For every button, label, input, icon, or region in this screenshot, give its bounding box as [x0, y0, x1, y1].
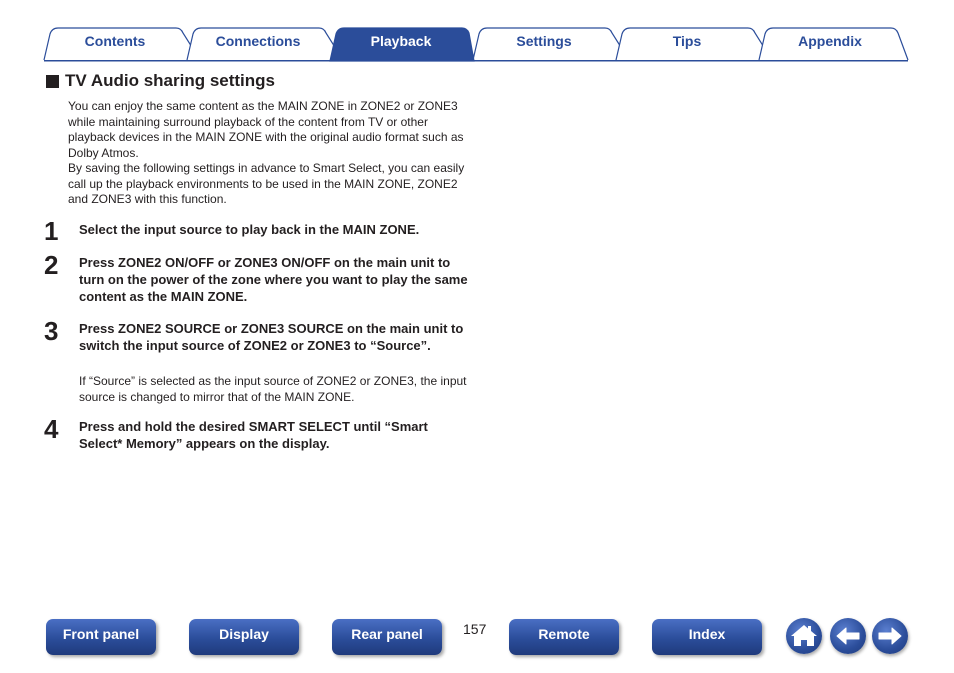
section-title: TV Audio sharing settings: [65, 71, 275, 90]
step-number-1: 1: [44, 216, 59, 246]
step-number-2: 2: [44, 250, 59, 280]
home-button[interactable]: [786, 618, 822, 654]
intro-text: [68, 99, 468, 208]
step-text-4: Press and hold the desired SMART SELECT until “Smart Select* Memory” appears on the display.: [79, 419, 428, 451]
rear-panel-button[interactable]: Rear panel: [332, 619, 442, 655]
tab-bar: [0, 0, 954, 64]
tab-contents[interactable]: Contents: [84, 33, 146, 49]
remote-button[interactable]: Remote: [509, 619, 619, 655]
front-panel-button[interactable]: Front panel: [46, 619, 156, 655]
tab-shapes: [0, 0, 954, 64]
step-number-4: 4: [44, 414, 59, 444]
back-button[interactable]: [830, 618, 866, 654]
tab-playback[interactable]: Playback: [370, 33, 432, 49]
square-bullet-icon: [46, 75, 59, 88]
forward-arrow-icon: [872, 618, 908, 654]
section-heading: [46, 71, 275, 91]
step-text-2: Press ZONE2 ON/OFF or ZONE3 ON/OFF on the main unit to turn on the power of the zone where you want to play the same content as the MAIN ZONE.: [79, 255, 468, 304]
index-button[interactable]: Index: [652, 619, 762, 655]
step-text-3: Press ZONE2 SOURCE or ZONE3 SOURCE on the main unit to switch the input source of ZONE2 or ZONE3 to “Source”.: [79, 321, 464, 353]
display-button[interactable]: Display: [189, 619, 299, 655]
page-number: 157: [463, 621, 487, 637]
forward-button[interactable]: [872, 618, 908, 654]
tab-connections[interactable]: Connections: [215, 33, 301, 49]
step-3-note: If “Source” is selected as the input source of ZONE2 or ZONE3, the input source is changed to mirror that of the MAIN ZONE.: [79, 374, 467, 404]
intro-paragraph-1: You can enjoy the same content as the MAIN ZONE in ZONE2 or ZONE3 while maintaining surround playback of the content from TV or other playback devices in the MAIN ZONE with the original audio format such as Dolby Atmos.: [68, 99, 464, 160]
tab-settings[interactable]: Settings: [516, 33, 572, 49]
tab-tips[interactable]: Tips: [672, 33, 702, 49]
back-arrow-icon: [830, 618, 866, 654]
step-number-3: 3: [44, 316, 59, 346]
step-text-1: Select the input source to play back in the MAIN ZONE.: [79, 222, 420, 237]
intro-paragraph-2: By saving the following settings in advance to Smart Select, you can easily call up the playback environments to be used in the MAIN ZONE, ZONE2 and ZONE3 with this function.: [68, 161, 465, 206]
home-icon: [786, 618, 822, 654]
tab-appendix[interactable]: Appendix: [798, 33, 862, 49]
